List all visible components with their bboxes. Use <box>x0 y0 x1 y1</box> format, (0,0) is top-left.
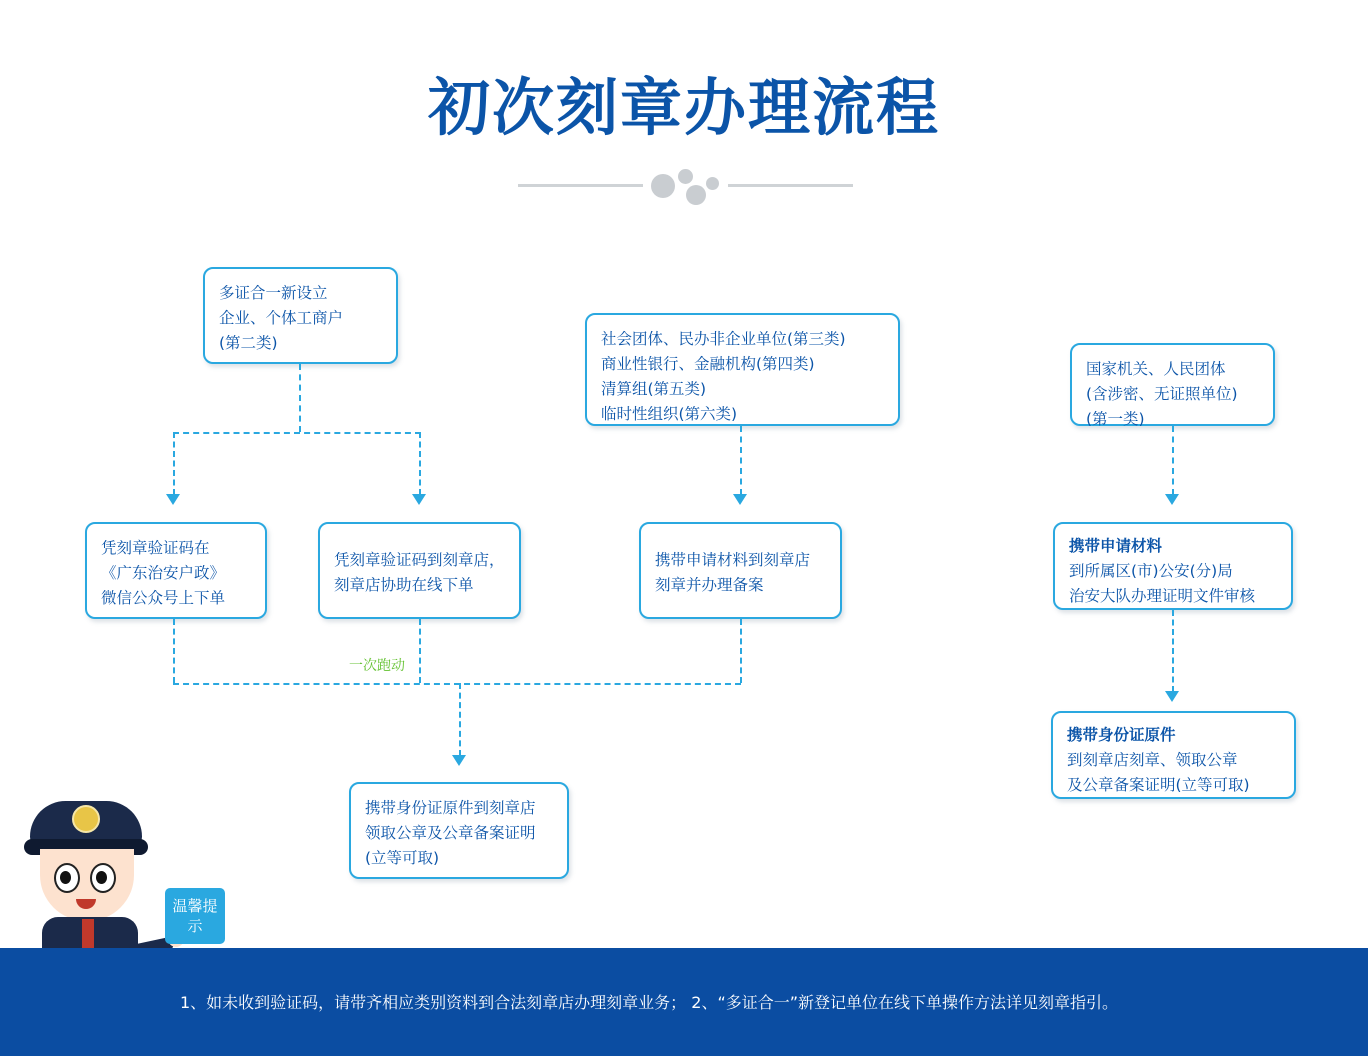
node-line: 商业性银行、金融机构(第四类) <box>601 355 815 373</box>
divider-dot-icon <box>678 169 693 184</box>
node-line: 临时性组织(第六类) <box>601 405 738 423</box>
arrow-icon <box>412 494 426 505</box>
node-line: 及公章备案证明(立等可取) <box>1067 776 1250 794</box>
node-wechat-order <box>85 522 267 619</box>
node-line: 凭刻章验证码在 <box>101 539 210 557</box>
divider-dot-icon <box>686 185 706 205</box>
connector-v <box>740 619 742 683</box>
arrow-icon <box>1165 691 1179 702</box>
divider-line-left <box>518 184 643 187</box>
node-line: 领取公章及公章备案证明 <box>365 824 536 842</box>
connector-v <box>173 619 175 683</box>
footer-bar <box>0 948 1368 1056</box>
node-collect-seal-right <box>1051 711 1296 799</box>
connector-h <box>173 683 741 685</box>
arrow-icon <box>452 755 466 766</box>
node-collect-seal-left <box>349 782 569 879</box>
connector-v <box>459 683 461 756</box>
connector-v <box>1172 610 1174 692</box>
node-line: (第二类) <box>219 334 278 352</box>
node-line: 微信公众号上下单 <box>101 589 226 607</box>
node-line: (第一类) <box>1086 410 1145 428</box>
node-line: 多证合一新设立 <box>219 284 328 302</box>
node-bring-materials-to-shop <box>639 522 842 619</box>
node-line: 携带身份证原件到刻章店 <box>365 799 536 817</box>
node-line: 《广东治安户政》 <box>101 564 226 582</box>
connector-v <box>299 364 301 432</box>
node-line: 刻章并办理备案 <box>655 576 764 594</box>
connector-h <box>173 432 421 434</box>
arrow-icon <box>1165 494 1179 505</box>
connector-v <box>419 619 421 683</box>
footer-note: 1、如未收到验证码，请带齐相应类别资料到合法刻章店办理刻章业务； 2、“多证合一”新登记单位在线下单操作方法详见刻章指引。 <box>180 993 1119 1012</box>
node-line: (立等可取) <box>365 849 440 867</box>
node-line: 刻章店协助在线下单 <box>334 576 474 594</box>
node-line: 凭刻章验证码到刻章店， <box>334 551 505 569</box>
node-shop-assist-order <box>318 522 521 619</box>
divider-line-right <box>728 184 853 187</box>
node-line: 社会团体、民办非企业单位(第三类) <box>601 330 846 348</box>
node-line: 企业、个体工商户 <box>219 309 344 327</box>
connector-v <box>419 432 421 495</box>
node-line: (含涉密、无证照单位) <box>1086 385 1238 403</box>
page-title: 初次刻章办理流程 <box>427 71 940 144</box>
divider-dot-icon <box>706 177 719 190</box>
connector-v <box>740 426 742 495</box>
node-line: 携带申请材料到刻章店 <box>655 551 811 569</box>
arrow-icon <box>166 494 180 505</box>
node-line: 携带身份证原件 <box>1067 726 1176 744</box>
connector-v <box>1172 426 1174 495</box>
title-divider <box>0 165 1368 205</box>
arrow-icon <box>733 494 747 505</box>
tip-badge: 温馨提示 <box>165 888 225 944</box>
node-line: 到刻章店刻章、领取公章 <box>1067 751 1238 769</box>
node-line: 治安大队办理证明文件审核 <box>1069 587 1256 605</box>
connector-v <box>173 432 175 495</box>
one-trip-label: 一次跑动 <box>345 655 409 675</box>
node-category-3456 <box>585 313 900 426</box>
node-police-review <box>1053 522 1293 610</box>
node-category-1 <box>1070 343 1275 426</box>
node-category-2 <box>203 267 398 364</box>
divider-dot-icon <box>651 174 675 198</box>
node-line: 国家机关、人民团体 <box>1086 360 1226 378</box>
node-line: 到所属区(市)公安(分)局 <box>1069 562 1233 580</box>
node-line: 清算组(第五类) <box>601 380 707 398</box>
node-line: 携带申请材料 <box>1069 537 1163 555</box>
